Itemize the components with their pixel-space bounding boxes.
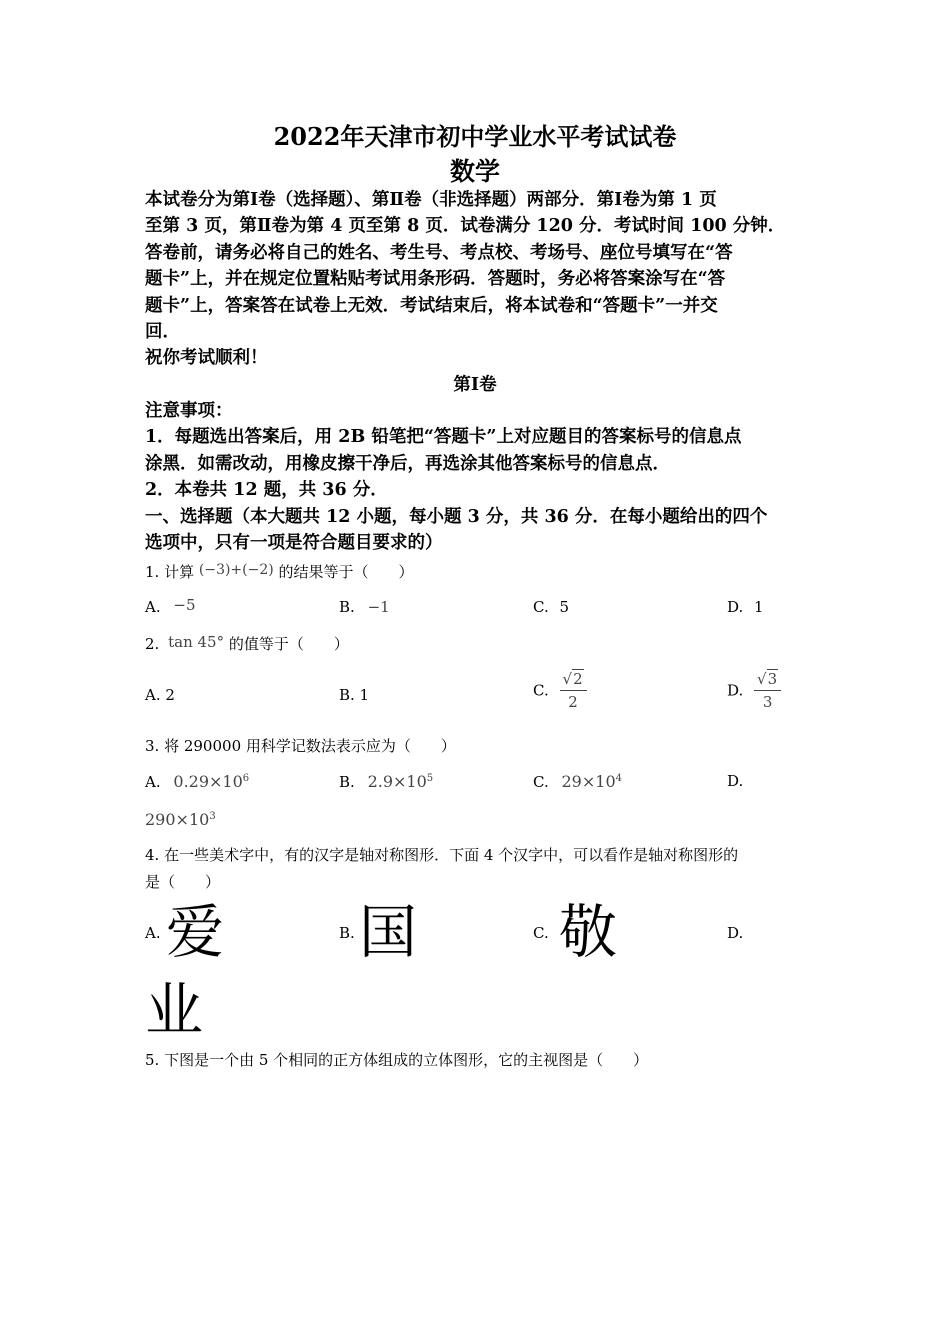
section-line: 一、选择题（本大题共 12 小题，每小题 3 分，共 36 分．在每小题给出的四个 (145, 507, 768, 527)
q4-option-a-glyph[interactable]: 爱 (166, 898, 225, 966)
intro-line: 答卷前，请务必将自己的姓名、考生号、考点校、考场号、座位号填写在“答 (145, 243, 733, 263)
radicand: 3 (767, 670, 778, 688)
fraction-sqrt3-over-3 (754, 670, 781, 711)
q1-option-a[interactable] (145, 598, 196, 616)
section-line: 选项中，只有一项是符合题目要求的） (145, 533, 443, 553)
q2-prefix: 2. (145, 635, 160, 653)
q1-expression: (−3)+(−2) (198, 562, 274, 578)
option-mantissa: 290×10 (145, 810, 210, 829)
q4-option-d-label[interactable]: D. (727, 924, 744, 942)
exam-subject: 数学 (449, 157, 500, 186)
question-4-line2: 是（ ） (145, 873, 221, 891)
part-title: 第Ⅰ卷 (453, 375, 497, 395)
option-label: D. (727, 681, 744, 700)
fraction-sqrt2-over-2 (560, 670, 587, 711)
q3-option-c[interactable] (533, 772, 622, 791)
intro-line: 题卡”上，答案答在试卷上无效．考试结束后，将本试卷和“答题卡”一并交 (145, 296, 718, 316)
option-value: 1 (754, 598, 764, 616)
q1-option-d[interactable] (727, 598, 764, 616)
option-label: B. (339, 598, 355, 616)
intro-line: 回． (145, 322, 180, 342)
q3-option-a[interactable] (145, 772, 249, 791)
q4-option-c-glyph[interactable]: 敬 (559, 898, 618, 966)
question-1 (145, 562, 414, 583)
radicand: 2 (573, 670, 583, 688)
q3-option-d-label[interactable]: D. (727, 772, 744, 790)
q1-prefix: 1. 计算 (145, 563, 195, 581)
option-value: 5 (559, 598, 570, 616)
option-mantissa: 2.9×10 (367, 772, 427, 791)
q1-option-b[interactable] (339, 598, 390, 616)
q2-expression: tan 45° (168, 633, 225, 651)
option-label: C. (533, 773, 549, 791)
q2-suffix: 的值等于（ ） (228, 635, 349, 653)
option-exponent: 6 (242, 773, 250, 784)
question-4-line1: 4. 在一些美术字中，有的汉字是轴对称图形．下面 4 个汉字中，可以看作是轴对称图形的 (145, 846, 739, 864)
denominator: 2 (568, 693, 578, 711)
intro-line: 至第 3 页，第Ⅱ卷为第 4 页至第 8 页．试卷满分 120 分．考试时间 100 分钟． (145, 216, 786, 236)
option-label: C. (533, 598, 549, 616)
sqrt-sign: √ (757, 670, 767, 688)
q1-option-c[interactable] (533, 598, 569, 616)
option-label: A. (145, 773, 161, 791)
q4-option-a-label[interactable]: A. (145, 924, 161, 942)
q3-option-b[interactable] (339, 772, 433, 791)
q4-option-b-label[interactable]: B. (339, 924, 355, 942)
question-2 (145, 634, 349, 654)
denominator: 3 (762, 693, 773, 711)
option-exponent: 4 (615, 773, 622, 784)
q4-option-c-label[interactable]: C. (533, 924, 549, 942)
option-label: C. (533, 681, 549, 700)
q2-option-d[interactable] (727, 670, 781, 711)
option-label: A. (145, 598, 161, 616)
intro-line: 本试卷分为第Ⅰ卷（选择题）、第Ⅱ卷（非选择题）两部分．第Ⅰ卷为第 1 页 (145, 190, 717, 210)
exam-title: 2022年天津市初中学业水平考试试卷 (273, 122, 677, 151)
q4-option-b-glyph[interactable]: 国 (359, 898, 418, 966)
q1-suffix: 的结果等于（ ） (278, 563, 414, 581)
option-mantissa: 0.29×10 (173, 772, 243, 791)
q2-option-c[interactable] (533, 670, 587, 711)
notice-line: 1．每题选出答案后，用 2B 铅笔把“答题卡”上对应题目的答案标号的信息点 (145, 427, 742, 447)
option-value: −1 (367, 598, 390, 616)
option-exponent: 5 (426, 773, 434, 784)
q3-option-d-value[interactable] (145, 810, 216, 829)
option-exponent: 3 (209, 811, 216, 822)
notice-line: 涂黑．如需改动，用橡皮擦干净后，再选涂其他答案标号的信息点． (145, 454, 670, 474)
sqrt-sign: √ (562, 670, 573, 688)
option-value: −5 (173, 596, 196, 614)
q4-option-d-glyph[interactable]: 业 (145, 976, 204, 1044)
option-mantissa: 29×10 (561, 772, 616, 791)
q2-option-a[interactable]: A. 2 (145, 686, 175, 704)
notice-heading: 注意事项： (145, 401, 233, 421)
q2-option-b[interactable]: B. 1 (339, 686, 370, 704)
option-label: D. (727, 598, 744, 616)
option-label: B. (339, 773, 355, 791)
intro-line: 题卡”上，并在规定位置粘贴考试用条形码．答题时，务必将答案涂写在“答 (145, 269, 726, 289)
notice-line: 2．本卷共 12 题，共 36 分． (145, 480, 388, 500)
wish-line: 祝你考试顺利！ (145, 348, 268, 368)
question-3: 3. 将 290000 用科学记数法表示应为（ ） (145, 737, 456, 755)
question-5: 5. 下图是一个由 5 个相同的正方体组成的立体图形，它的主视图是（ ） (145, 1051, 649, 1069)
